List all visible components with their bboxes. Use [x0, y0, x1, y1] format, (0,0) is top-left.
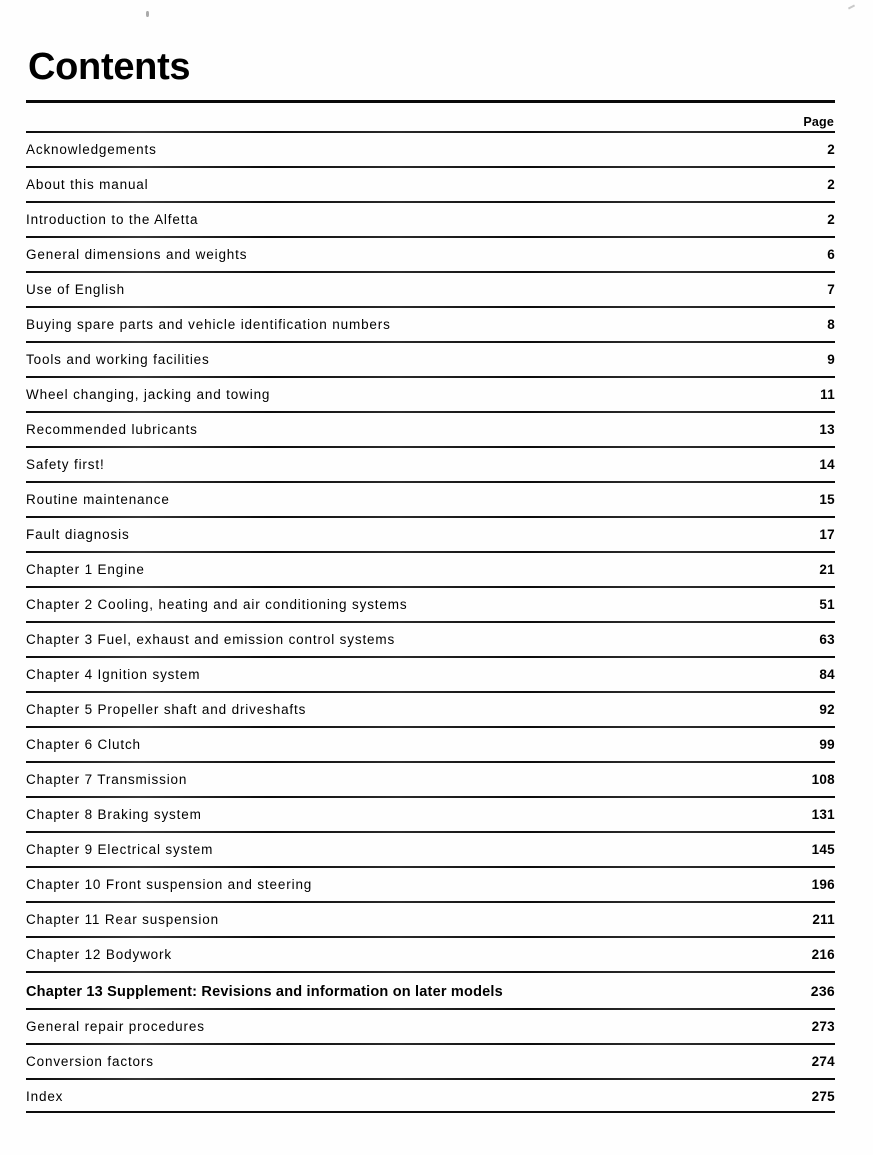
toc-entry-page-number: 51: [819, 597, 835, 612]
toc-entry-label: Chapter 1 Engine: [26, 562, 145, 577]
toc-entry-page-number: 11: [820, 387, 835, 402]
toc-entry-label: Tools and working facilities: [26, 352, 210, 367]
toc-entry[interactable]: [26, 271, 835, 306]
toc-entry-page-number: 236: [810, 983, 835, 999]
toc-entry[interactable]: [26, 761, 835, 796]
page-column-header: Page: [803, 115, 834, 129]
toc-entry[interactable]: [26, 516, 835, 551]
toc-entry[interactable]: [26, 586, 835, 621]
toc-entry-label: Wheel changing, jacking and towing: [26, 387, 271, 402]
page-title: Contents: [28, 46, 191, 88]
toc-entry-label: Safety first!: [26, 457, 105, 472]
toc-entry-page-number: 196: [811, 877, 835, 892]
toc-entry-label: Chapter 10 Front suspension and steering: [26, 877, 313, 892]
toc-entry[interactable]: [26, 726, 835, 761]
toc-entry-label: General dimensions and weights: [26, 247, 248, 262]
toc-entry[interactable]: [26, 411, 835, 446]
toc-entry-page-number: 84: [819, 667, 835, 682]
toc-entry[interactable]: [26, 831, 835, 866]
toc-entry-page-number: 131: [811, 807, 835, 822]
toc-entry-label: Chapter 11 Rear suspension: [26, 912, 219, 927]
toc-entry-label: Fault diagnosis: [26, 527, 130, 542]
toc-entry-label: Conversion factors: [26, 1054, 154, 1069]
toc-entry[interactable]: [26, 236, 835, 271]
toc-entry[interactable]: [26, 621, 835, 656]
toc-entry-page-number: 15: [819, 492, 835, 507]
toc-entry-page-number: 2: [827, 177, 835, 192]
toc-entry-label: Chapter 4 Ignition system: [26, 667, 201, 682]
toc-entry-label: Recommended lubricants: [26, 422, 198, 437]
toc-entry-label: Chapter 6 Clutch: [26, 737, 141, 752]
toc-entry-label: Chapter 13 Supplement: Revisions and information on later models: [26, 984, 503, 1000]
toc-entry[interactable]: [26, 481, 835, 516]
toc-entry-label: Routine maintenance: [26, 492, 170, 507]
toc-entry-label: Buying spare parts and vehicle identification numbers: [26, 317, 391, 332]
toc-entry-label: Chapter 8 Braking system: [26, 807, 202, 822]
toc-entry-label: About this manual: [26, 177, 149, 192]
toc-entry-page-number: 275: [811, 1089, 835, 1104]
toc-entry[interactable]: [26, 796, 835, 831]
toc-entry-page-number: 63: [819, 632, 835, 647]
toc-entry[interactable]: [26, 341, 835, 376]
toc-entry-page-number: 274: [811, 1054, 835, 1069]
toc-entry[interactable]: [26, 306, 835, 341]
toc-entry[interactable]: [26, 971, 835, 1008]
toc-entry-page-number: 99: [819, 737, 835, 752]
toc-entry-label: Index: [26, 1089, 64, 1104]
table-of-contents-list: [26, 131, 835, 1113]
toc-entry-page-number: 108: [811, 772, 835, 787]
toc-entry-page-number: 273: [811, 1019, 835, 1034]
toc-entry[interactable]: [26, 201, 835, 236]
toc-entry-page-number: 92: [819, 702, 835, 717]
toc-entry[interactable]: [26, 656, 835, 691]
toc-entry-label: General repair procedures: [26, 1019, 205, 1034]
toc-entry-page-number: 13: [819, 422, 835, 437]
toc-entry-page-number: 216: [811, 947, 835, 962]
toc-entry-page-number: 9: [827, 352, 835, 367]
toc-entry-page-number: 6: [827, 247, 835, 262]
toc-entry[interactable]: [26, 1008, 835, 1043]
toc-entry[interactable]: [26, 1078, 835, 1113]
toc-entry-label: Chapter 9 Electrical system: [26, 842, 214, 857]
toc-entry[interactable]: [26, 131, 835, 166]
toc-entry-page-number: 211: [812, 912, 835, 927]
toc-entry[interactable]: [26, 376, 835, 411]
toc-entry-page-number: 145: [811, 842, 835, 857]
toc-entry[interactable]: [26, 446, 835, 481]
toc-entry-page-number: 2: [827, 212, 835, 227]
toc-entry-page-number: 7: [827, 282, 835, 297]
contents-body: [26, 0, 835, 1113]
toc-entry-page-number: 21: [819, 562, 835, 577]
toc-entry-page-number: 8: [827, 317, 835, 332]
toc-entry-label: Chapter 12 Bodywork: [26, 947, 172, 962]
toc-entry-label: Introduction to the Alfetta: [26, 212, 199, 227]
toc-entry-label: Chapter 2 Cooling, heating and air conditioning systems: [26, 597, 408, 612]
toc-entry[interactable]: [26, 551, 835, 586]
toc-entry-label: Use of English: [26, 282, 125, 297]
toc-entry-label: Chapter 5 Propeller shaft and driveshafts: [26, 702, 307, 717]
toc-entry-label: Acknowledgements: [26, 142, 157, 157]
toc-entry-label: Chapter 3 Fuel, exhaust and emission control systems: [26, 632, 396, 647]
toc-entry[interactable]: [26, 1043, 835, 1078]
toc-entry[interactable]: [26, 691, 835, 726]
toc-entry[interactable]: [26, 866, 835, 901]
toc-entry[interactable]: [26, 901, 835, 936]
column-header-row: [26, 103, 835, 131]
toc-entry[interactable]: [26, 936, 835, 971]
scan-artifact-mark: [848, 4, 855, 9]
toc-entry-page-number: 17: [819, 527, 835, 542]
toc-entry-page-number: 14: [819, 457, 835, 472]
toc-entry-label: Chapter 7 Transmission: [26, 772, 188, 787]
toc-entry-page-number: 2: [827, 142, 835, 157]
toc-entry[interactable]: [26, 166, 835, 201]
